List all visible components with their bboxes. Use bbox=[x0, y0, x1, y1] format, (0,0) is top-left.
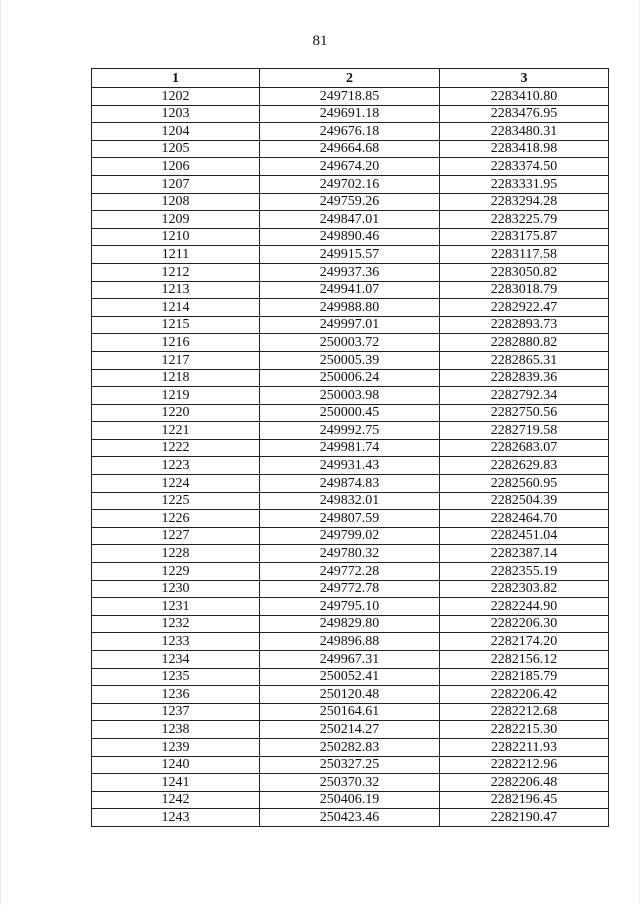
y-coordinate-cell: 2282560.95 bbox=[440, 475, 609, 493]
point-number-cell: 1223 bbox=[92, 457, 260, 475]
y-coordinate-cell: 2283018.79 bbox=[440, 281, 609, 299]
x-coordinate-cell: 250164.61 bbox=[260, 703, 440, 721]
point-number-cell: 1231 bbox=[92, 598, 260, 616]
point-number-cell: 1206 bbox=[92, 158, 260, 176]
x-coordinate-cell: 250327.25 bbox=[260, 756, 440, 774]
y-coordinate-cell: 2282185.79 bbox=[440, 668, 609, 686]
point-number-cell: 1218 bbox=[92, 369, 260, 387]
table-row bbox=[92, 703, 609, 721]
x-coordinate-cell: 249832.01 bbox=[260, 492, 440, 510]
x-coordinate-cell: 249795.10 bbox=[260, 598, 440, 616]
table-row bbox=[92, 299, 609, 317]
page-number: 81 bbox=[312, 33, 328, 49]
point-number-cell: 1224 bbox=[92, 475, 260, 493]
y-coordinate-cell: 2282464.70 bbox=[440, 510, 609, 528]
table-row bbox=[92, 475, 609, 493]
x-coordinate-cell: 249807.59 bbox=[260, 510, 440, 528]
y-coordinate-cell: 2283418.98 bbox=[440, 140, 609, 158]
point-number-cell: 1241 bbox=[92, 774, 260, 792]
x-coordinate-cell: 249847.01 bbox=[260, 211, 440, 229]
x-coordinate-cell: 250120.48 bbox=[260, 686, 440, 704]
y-coordinate-cell: 2283117.58 bbox=[440, 246, 609, 264]
point-number-cell: 1227 bbox=[92, 527, 260, 545]
point-number-cell: 1202 bbox=[92, 88, 260, 106]
y-coordinate-cell: 2282865.31 bbox=[440, 351, 609, 369]
table-row bbox=[92, 651, 609, 669]
y-coordinate-cell: 2282244.90 bbox=[440, 598, 609, 616]
point-number-cell: 1203 bbox=[92, 105, 260, 123]
y-coordinate-cell: 2282880.82 bbox=[440, 334, 609, 352]
y-coordinate-cell: 2282922.47 bbox=[440, 299, 609, 317]
table-row bbox=[92, 422, 609, 440]
point-number-cell: 1211 bbox=[92, 246, 260, 264]
table-body bbox=[92, 88, 609, 827]
point-number-cell: 1236 bbox=[92, 686, 260, 704]
y-coordinate-cell: 2282792.34 bbox=[440, 387, 609, 405]
x-coordinate-cell: 249981.74 bbox=[260, 439, 440, 457]
x-coordinate-cell: 249772.78 bbox=[260, 580, 440, 598]
point-number-cell: 1214 bbox=[92, 299, 260, 317]
point-number-cell: 1222 bbox=[92, 439, 260, 457]
x-coordinate-cell: 250423.46 bbox=[260, 809, 440, 827]
point-number-cell: 1232 bbox=[92, 615, 260, 633]
x-coordinate-cell: 249890.46 bbox=[260, 228, 440, 246]
x-coordinate-cell: 249664.68 bbox=[260, 140, 440, 158]
y-coordinate-cell: 2283476.95 bbox=[440, 105, 609, 123]
table-row bbox=[92, 263, 609, 281]
point-number-cell: 1237 bbox=[92, 703, 260, 721]
point-number-cell: 1239 bbox=[92, 738, 260, 756]
x-coordinate-cell: 249676.18 bbox=[260, 123, 440, 141]
table-row bbox=[92, 140, 609, 158]
table-row bbox=[92, 510, 609, 528]
x-coordinate-cell: 249915.57 bbox=[260, 246, 440, 264]
point-number-cell: 1207 bbox=[92, 175, 260, 193]
column-header-1: 1 bbox=[92, 69, 260, 88]
point-number-cell: 1217 bbox=[92, 351, 260, 369]
table-row bbox=[92, 334, 609, 352]
y-coordinate-cell: 2282504.39 bbox=[440, 492, 609, 510]
table-row bbox=[92, 228, 609, 246]
table-row bbox=[92, 598, 609, 616]
y-coordinate-cell: 2283331.95 bbox=[440, 175, 609, 193]
point-number-cell: 1208 bbox=[92, 193, 260, 211]
x-coordinate-cell: 250006.24 bbox=[260, 369, 440, 387]
x-coordinate-cell: 249718.85 bbox=[260, 88, 440, 106]
y-coordinate-cell: 2282156.12 bbox=[440, 651, 609, 669]
table-row bbox=[92, 175, 609, 193]
x-coordinate-cell: 250005.39 bbox=[260, 351, 440, 369]
table-row bbox=[92, 615, 609, 633]
y-coordinate-cell: 2282839.36 bbox=[440, 369, 609, 387]
x-coordinate-cell: 249941.07 bbox=[260, 281, 440, 299]
point-number-cell: 1216 bbox=[92, 334, 260, 352]
table-header-row bbox=[92, 69, 609, 88]
point-number-cell: 1209 bbox=[92, 211, 260, 229]
y-coordinate-cell: 2282212.96 bbox=[440, 756, 609, 774]
x-coordinate-cell: 249988.80 bbox=[260, 299, 440, 317]
point-number-cell: 1226 bbox=[92, 510, 260, 528]
point-number-cell: 1220 bbox=[92, 404, 260, 422]
table-row bbox=[92, 774, 609, 792]
point-number-cell: 1221 bbox=[92, 422, 260, 440]
table-row bbox=[92, 105, 609, 123]
x-coordinate-cell: 249997.01 bbox=[260, 316, 440, 334]
y-coordinate-cell: 2282212.68 bbox=[440, 703, 609, 721]
point-number-cell: 1204 bbox=[92, 123, 260, 141]
x-coordinate-cell: 250003.72 bbox=[260, 334, 440, 352]
x-coordinate-cell: 249674.20 bbox=[260, 158, 440, 176]
table-row bbox=[92, 738, 609, 756]
y-coordinate-cell: 2282211.93 bbox=[440, 738, 609, 756]
y-coordinate-cell: 2282206.42 bbox=[440, 686, 609, 704]
y-coordinate-cell: 2283410.80 bbox=[440, 88, 609, 106]
x-coordinate-cell: 250052.41 bbox=[260, 668, 440, 686]
table-row bbox=[92, 527, 609, 545]
table-row bbox=[92, 580, 609, 598]
coordinates-table bbox=[91, 68, 609, 827]
y-coordinate-cell: 2283480.31 bbox=[440, 123, 609, 141]
table-row bbox=[92, 404, 609, 422]
y-coordinate-cell: 2283374.50 bbox=[440, 158, 609, 176]
point-number-cell: 1242 bbox=[92, 791, 260, 809]
x-coordinate-cell: 249874.83 bbox=[260, 475, 440, 493]
x-coordinate-cell: 249691.18 bbox=[260, 105, 440, 123]
y-coordinate-cell: 2282196.45 bbox=[440, 791, 609, 809]
y-coordinate-cell: 2282206.48 bbox=[440, 774, 609, 792]
x-coordinate-cell: 249931.43 bbox=[260, 457, 440, 475]
y-coordinate-cell: 2283225.79 bbox=[440, 211, 609, 229]
table-row bbox=[92, 563, 609, 581]
point-number-cell: 1238 bbox=[92, 721, 260, 739]
table-row bbox=[92, 721, 609, 739]
point-number-cell: 1215 bbox=[92, 316, 260, 334]
point-number-cell: 1234 bbox=[92, 651, 260, 669]
table-row bbox=[92, 457, 609, 475]
table-row bbox=[92, 791, 609, 809]
table-row bbox=[92, 633, 609, 651]
x-coordinate-cell: 249937.36 bbox=[260, 263, 440, 281]
x-coordinate-cell: 250000.45 bbox=[260, 404, 440, 422]
x-coordinate-cell: 249992.75 bbox=[260, 422, 440, 440]
x-coordinate-cell: 249799.02 bbox=[260, 527, 440, 545]
y-coordinate-cell: 2282174.20 bbox=[440, 633, 609, 651]
point-number-cell: 1235 bbox=[92, 668, 260, 686]
table-row bbox=[92, 123, 609, 141]
y-coordinate-cell: 2282719.58 bbox=[440, 422, 609, 440]
table-row bbox=[92, 387, 609, 405]
y-coordinate-cell: 2283294.28 bbox=[440, 193, 609, 211]
table-row bbox=[92, 158, 609, 176]
y-coordinate-cell: 2282215.30 bbox=[440, 721, 609, 739]
y-coordinate-cell: 2282750.56 bbox=[440, 404, 609, 422]
x-coordinate-cell: 249829.80 bbox=[260, 615, 440, 633]
x-coordinate-cell: 249896.88 bbox=[260, 633, 440, 651]
y-coordinate-cell: 2282303.82 bbox=[440, 580, 609, 598]
table-row bbox=[92, 369, 609, 387]
x-coordinate-cell: 250214.27 bbox=[260, 721, 440, 739]
y-coordinate-cell: 2282190.47 bbox=[440, 809, 609, 827]
x-coordinate-cell: 249967.31 bbox=[260, 651, 440, 669]
x-coordinate-cell: 249772.28 bbox=[260, 563, 440, 581]
x-coordinate-cell: 249780.32 bbox=[260, 545, 440, 563]
table-row bbox=[92, 351, 609, 369]
y-coordinate-cell: 2283175.87 bbox=[440, 228, 609, 246]
y-coordinate-cell: 2282683.07 bbox=[440, 439, 609, 457]
point-number-cell: 1205 bbox=[92, 140, 260, 158]
x-coordinate-cell: 250003.98 bbox=[260, 387, 440, 405]
y-coordinate-cell: 2282206.30 bbox=[440, 615, 609, 633]
column-header-2: 2 bbox=[260, 69, 440, 88]
point-number-cell: 1229 bbox=[92, 563, 260, 581]
table-row bbox=[92, 492, 609, 510]
table-row bbox=[92, 246, 609, 264]
table-row bbox=[92, 686, 609, 704]
point-number-cell: 1213 bbox=[92, 281, 260, 299]
x-coordinate-cell: 249759.26 bbox=[260, 193, 440, 211]
table-row bbox=[92, 88, 609, 106]
table-row bbox=[92, 281, 609, 299]
y-coordinate-cell: 2282451.04 bbox=[440, 527, 609, 545]
point-number-cell: 1240 bbox=[92, 756, 260, 774]
column-header-3: 3 bbox=[440, 69, 609, 88]
x-coordinate-cell: 250406.19 bbox=[260, 791, 440, 809]
point-number-cell: 1210 bbox=[92, 228, 260, 246]
point-number-cell: 1230 bbox=[92, 580, 260, 598]
point-number-cell: 1212 bbox=[92, 263, 260, 281]
table-row bbox=[92, 545, 609, 563]
y-coordinate-cell: 2282893.73 bbox=[440, 316, 609, 334]
table-row bbox=[92, 316, 609, 334]
y-coordinate-cell: 2283050.82 bbox=[440, 263, 609, 281]
y-coordinate-cell: 2282629.83 bbox=[440, 457, 609, 475]
x-coordinate-cell: 250282.83 bbox=[260, 738, 440, 756]
table-row bbox=[92, 193, 609, 211]
point-number-cell: 1243 bbox=[92, 809, 260, 827]
table-row bbox=[92, 756, 609, 774]
x-coordinate-cell: 249702.16 bbox=[260, 175, 440, 193]
y-coordinate-cell: 2282387.14 bbox=[440, 545, 609, 563]
x-coordinate-cell: 250370.32 bbox=[260, 774, 440, 792]
table-row bbox=[92, 668, 609, 686]
table-row bbox=[92, 211, 609, 229]
point-number-cell: 1233 bbox=[92, 633, 260, 651]
point-number-cell: 1225 bbox=[92, 492, 260, 510]
table-row bbox=[92, 439, 609, 457]
point-number-cell: 1228 bbox=[92, 545, 260, 563]
y-coordinate-cell: 2282355.19 bbox=[440, 563, 609, 581]
table-row bbox=[92, 809, 609, 827]
point-number-cell: 1219 bbox=[92, 387, 260, 405]
left-scan-edge bbox=[0, 0, 1, 905]
